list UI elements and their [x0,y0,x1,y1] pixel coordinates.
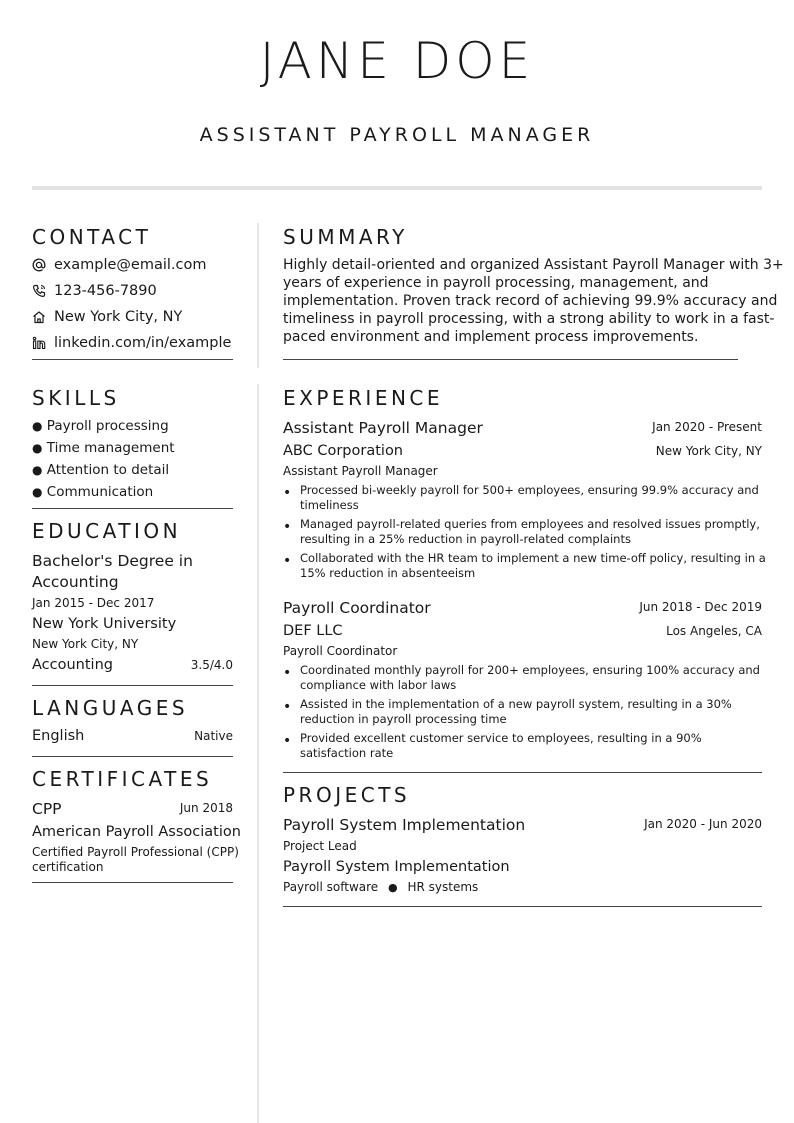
bullet-icon: • [283,553,292,569]
job-company: ABC Corporation [283,443,404,459]
job-location: New York City, NY [655,444,762,458]
certificate-description-cont: certification [32,860,104,874]
job-dates: Jan 2020 - Present [652,420,762,434]
summary-line: years of experience in payroll processing, management, and [283,275,709,291]
job-bullet: Collaborated with the HR team to implement a new time-off policy, resulting in a [300,551,766,565]
projects-rule [283,906,762,907]
certificate-name: CPP [32,800,62,818]
skills-rule [32,508,233,509]
summary-rule [283,359,738,360]
candidate-name: JANE DOE [259,32,535,90]
job-company: DEF LLC [283,623,343,639]
job-bullet-cont: 15% reduction in absenteeism [300,566,476,580]
phone-icon [32,284,46,298]
project-tag: Payroll software [283,880,379,894]
project-role: Project Lead [283,839,357,853]
contact-location: New York City, NY [54,309,183,325]
projects-heading: PROJECTS [283,783,411,807]
skill-item: ● Payroll processing [32,418,169,434]
job-dates: Jun 2018 - Dec 2019 [639,600,762,614]
summary-line: paced environment and implement process improvements. [283,329,699,345]
bullet-icon: • [283,699,292,715]
column-divider-bottom [257,384,259,1123]
education-school: New York University [32,616,177,632]
job-bullet-cont: compliance with labor laws [300,678,457,692]
education-dates: Jan 2015 - Dec 2017 [32,596,155,610]
job-role: Assistant Payroll Manager [283,464,438,478]
certificate-description: Certified Payroll Professional (CPP) [32,845,239,859]
summary-line: timeliness in payroll processing, with a strong ability to work in a fast- [283,311,775,327]
tag-separator-icon: ● [388,881,398,894]
header-divider [32,186,762,190]
contact-heading: CONTACT [32,225,152,249]
summary-line: Highly detail-oriented and organized Assistant Payroll Manager with 3+ [283,257,784,273]
language-level: Native [194,729,233,743]
job-bullet-cont: resulting in a 25% reduction in payroll-related complaints [300,532,631,546]
job-role: Payroll Coordinator [283,644,398,658]
project-dates: Jan 2020 - Jun 2020 [644,817,762,831]
languages-rule [32,756,233,757]
education-gpa: 3.5/4.0 [190,658,233,672]
experience-heading: EXPERIENCE [283,386,444,410]
bullet-icon: • [283,733,292,749]
home-icon [32,310,46,324]
contact-phone: 123-456-7890 [54,283,157,299]
job-bullet: Coordinated monthly payroll for 200+ employees, ensuring 100% accuracy and [300,663,760,677]
job-location: Los Angeles, CA [666,624,762,638]
project-subtitle: Payroll System Implementation [283,859,510,875]
education-heading: EDUCATION [32,519,182,543]
certificate-issuer: American Payroll Association [32,824,241,840]
job-title: ASSISTANT PAYROLL MANAGER [199,124,595,146]
education-rule [32,685,233,686]
job-bullet-cont: satisfaction rate [300,746,394,760]
skills-heading: SKILLS [32,386,120,410]
job-bullet: Provided excellent customer service to employees, resulting in a 90% [300,731,702,745]
contact-linkedin[interactable]: linkedin.com/in/example [54,335,232,351]
project-title: Payroll System Implementation [283,816,526,834]
bullet-icon: • [283,485,292,501]
job-bullet: Assisted in the implementation of a new payroll system, resulting in a 30% [300,697,732,711]
job-bullet-cont: reduction in payroll processing time [300,712,507,726]
at-icon [32,258,46,272]
job-title: Assistant Payroll Manager [283,419,483,437]
contact-rule [32,359,233,360]
skill-item: ● Attention to detail [32,462,170,478]
skill-item: ● Time management [32,440,175,456]
certificates-rule [32,882,233,883]
education-field: Accounting [32,657,113,673]
job-title: Payroll Coordinator [283,599,431,617]
languages-heading: LANGUAGES [32,696,189,720]
job-bullet: Managed payroll-related queries from employees and resolved issues promptly, [300,517,760,531]
contact-email[interactable]: example@email.com [54,257,207,273]
linkedin-icon [32,336,46,350]
job-bullet-cont: timeliness [300,498,359,512]
certificates-heading: CERTIFICATES [32,767,213,791]
bullet-icon: • [283,665,292,681]
project-tags [283,880,478,894]
project-tag: HR systems [407,880,479,894]
job-bullet: Processed bi-weekly payroll for 500+ employees, ensuring 99.9% accuracy and [300,483,759,497]
education-degree-cont: Accounting [32,573,119,591]
summary-heading: SUMMARY [283,225,408,249]
summary-line: implementation. Proven track record of achieving 99.9% accuracy and [283,293,778,309]
skill-item: ● Communication [32,484,154,500]
bullet-icon: • [283,519,292,535]
language-name: English [32,728,85,744]
experience-rule [283,772,762,773]
education-degree: Bachelor's Degree in [32,552,193,570]
column-divider-top [257,223,259,368]
education-location: New York City, NY [32,637,139,651]
certificate-date: Jun 2018 [179,801,233,815]
